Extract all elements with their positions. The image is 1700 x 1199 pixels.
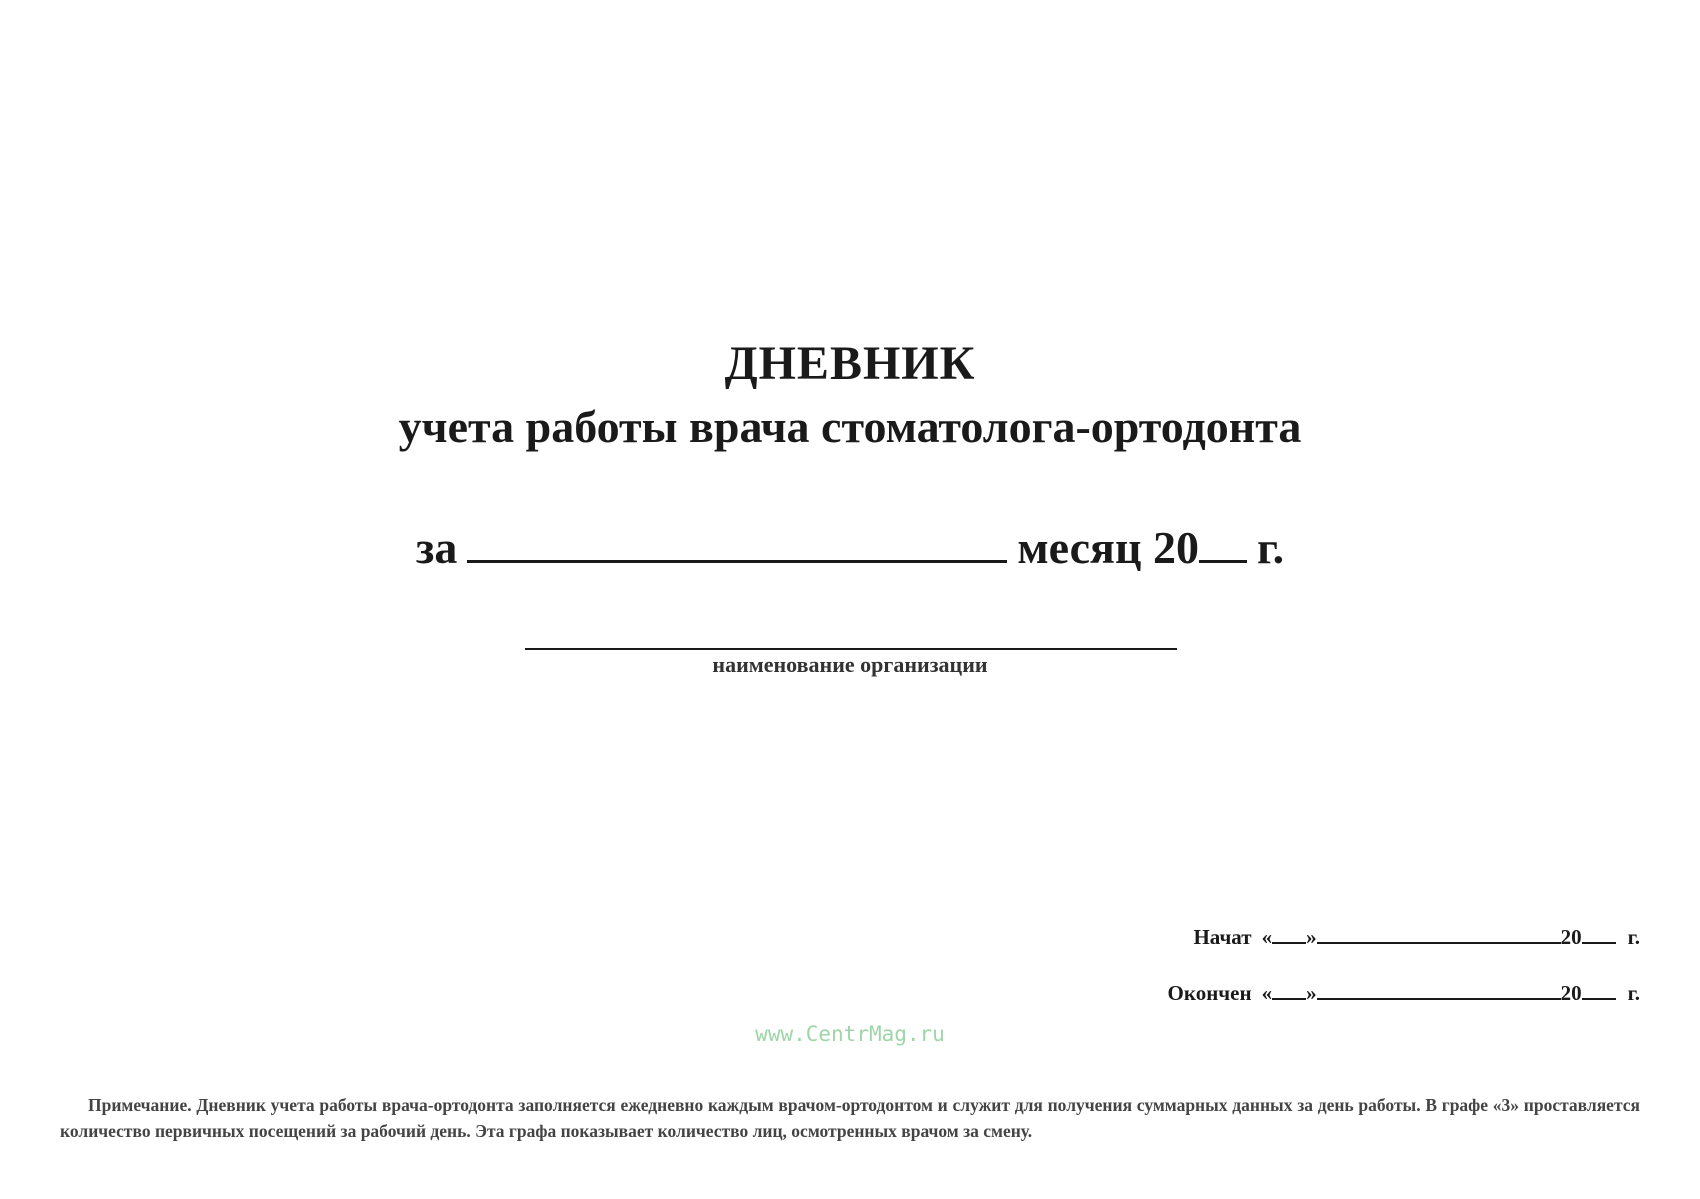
start-day-blank[interactable] (1272, 924, 1306, 944)
year-blank-field[interactable] (1199, 524, 1247, 563)
period-line (0, 524, 1700, 571)
open-quote: « (1261, 981, 1273, 1005)
start-year-blank[interactable] (1582, 924, 1616, 944)
close-quote: » (1306, 925, 1317, 949)
period-prefix: за (415, 522, 458, 573)
watermark-text: www.CentrMag.ru (755, 1022, 945, 1046)
close-quote: » (1306, 981, 1317, 1005)
end-year-prefix: 20 (1560, 981, 1582, 1005)
dates-block (1168, 924, 1640, 1036)
period-year-suffix: г. (1256, 522, 1285, 573)
end-month-blank[interactable] (1317, 980, 1561, 1000)
footnote: Примечание. Дневник учета работы врача-ортодонта заполняется ежедневно каждым врачом-ортодонтом и служит для получения суммарных данных за день работы. В графе «3» проставляется количество первичных посещений за рабочий день. Эта графа показывает количество лиц, осмотренных врачом за смену. (60, 1095, 1640, 1141)
start-month-blank[interactable] (1317, 924, 1561, 944)
end-date-label: Окончен (1167, 981, 1252, 1005)
organization-blank-field[interactable] (525, 648, 1177, 650)
document-title: ДНЕВНИК (724, 337, 976, 390)
end-year-suffix: г. (1627, 981, 1640, 1005)
start-year-suffix: г. (1627, 925, 1640, 949)
start-date-label: Начат (1193, 925, 1252, 949)
period-month-word: месяц 20 (1017, 522, 1199, 573)
organization-caption: наименование организации (712, 652, 988, 677)
end-year-blank[interactable] (1582, 980, 1616, 1000)
start-date-row (1168, 924, 1640, 980)
start-year-prefix: 20 (1560, 925, 1582, 949)
document-subtitle: учета работы врача стоматолога-ортодонта (398, 401, 1302, 452)
month-blank-field[interactable] (467, 524, 1007, 563)
open-quote: « (1261, 925, 1273, 949)
end-day-blank[interactable] (1272, 980, 1306, 1000)
